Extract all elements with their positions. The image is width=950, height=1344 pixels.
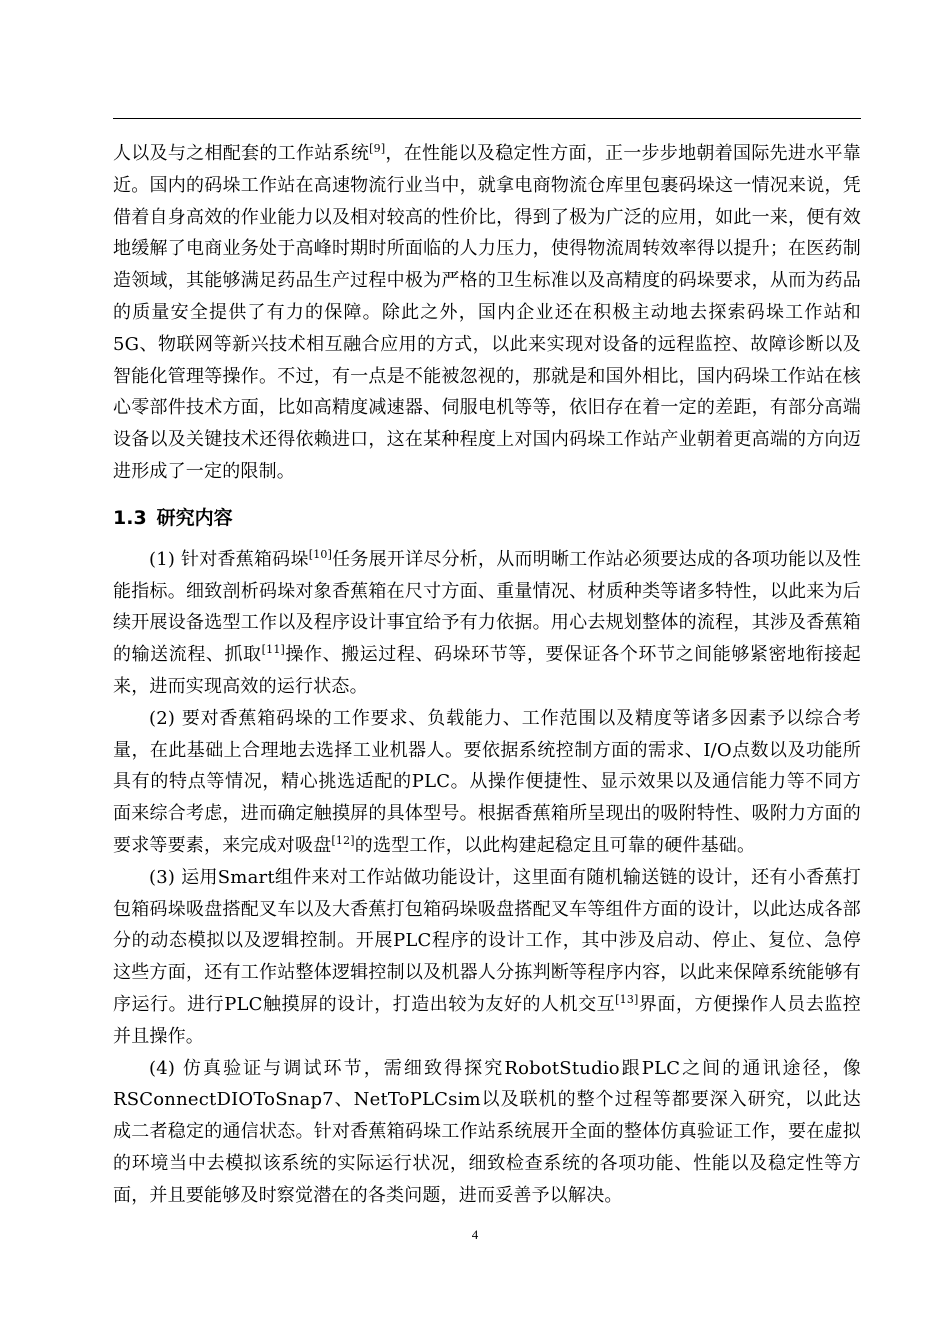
paragraph-item-4 (113, 1053, 861, 1212)
paragraph-item-1 (113, 544, 861, 703)
paragraph-text: (3) 运用Smart组件来对工作站做功能设计，这里面有随机输送链的设计，还有小香蕉打包箱码垛吸盘搭配叉车以及大香蕉打包箱码垛吸盘搭配叉车等组件方面的设计，以此达成各部分的动态模拟以及逻辑控制。开展PLC程序的设计工作，其中涉及启动、停止、复位、急停这些方面，还有工作站整体逻辑控制以及机器人分拣判断等程序内容，以此来保障系统能够有序运行。进行PLC触摸屏的设计，打造出较为友好的人机交互 (113, 866, 861, 1015)
paragraph-text: 界面，方便操作人员去监控并且操作。 (113, 993, 861, 1047)
section-number: 1.3 (113, 506, 147, 529)
paragraph-text: 人以及与之相配套的工作站系统 (113, 143, 370, 164)
citation-ref: [12] (331, 833, 355, 847)
paragraph-item-3 (113, 862, 861, 1053)
paragraph-text: (4) 仿真验证与调试环节，需细致得探究RobotStudio跟PLC之间的通讯途径，像RSConnectDIOToSnap7、NetToPLCsim以及联机的整个过程等都要深入研究，以此达成二者稳定的通信状态。针对香蕉箱码垛工作站系统展开全面的整体仿真验证工作，要在虚拟的环境当中去模拟该系统的实际运行状况，细致检查系统的各项功能、性能以及稳定性等方面，并且要能够及时察觉潜在的各类问题，进而妥善予以解决。 (113, 1057, 861, 1206)
paragraph-domestic-status (113, 138, 861, 488)
paragraph-item-2 (113, 703, 861, 862)
header-rule (113, 118, 861, 119)
paragraph-text: 任务展开详尽分析，从而明晰工作站必须要达成的各项功能以及性能指标。细致剖析码垛对象香蕉箱在尺寸方面、重量情况、材质种类等诸多特性，以此来为后续开展设备选型工作以及程序设计事宜给予有力依据。用心去规划整体的流程，其涉及香蕉箱的输送流程、抓取 (113, 548, 861, 666)
citation-ref: [10] (308, 547, 333, 561)
citation-ref: [13] (615, 992, 639, 1006)
paragraph-text: ，在性能以及稳定性方面，正一步步地朝着国际先进水平靠近。国内的码垛工作站在高速物流行业当中，就拿电商物流仓库里包裹码垛这一情况来说，凭借着自身高效的作业能力以及相对较高的性价比，得到了极为广泛的应用，如此一来，便有效地缓解了电商业务处于高峰时期时所面临的人力压力，使得物流周转效率得以提升；在医药制造领域，其能够满足药品生产过程中极为严格的卫生标准以及高精度的码垛要求，从而为药品的质量安全提供了有力的保障。除此之外，国内企业还在积极主动地去探索码垛工作站和 5G、物联网等新兴技术相互融合应用的方式，以此来实现对设备的远程监控、故障诊断以及智能化管理等操作。不过，有一点是不能被忽视的，那就是和国外相比，国内码垛工作站在核心零部件技术方面，比如高精度减速器、伺服电机等等，依旧存在着一定的差距，有部分高端设备以及关键技术还得依赖进口，这在某种程度上对国内码垛工作站产业朝着更高端的方向迈进形成了一定的限制。 (113, 143, 861, 482)
paragraph-text: 操作、搬运过程、码垛环节等，要保证各个环节之间能够紧密地衔接起来，进而实现高效的运行状态。 (113, 644, 861, 697)
paragraph-text: 的选型工作，以此构建起稳定且可靠的硬件基础。 (354, 834, 756, 856)
page-body (113, 138, 861, 1212)
page-number: 4 (471, 1227, 479, 1242)
citation-ref: [9] (369, 142, 386, 155)
paragraph-text: (1) 针对香蕉箱码垛 (149, 548, 309, 570)
section-title: 研究内容 (156, 506, 233, 529)
paragraph-text: (2) 要对香蕉箱码垛的工作要求、负载能力、工作范围以及精度等诸多因素予以综合考量，在此基础上合理地去选择工业机器人。要依据系统控制方面的需求、I/O点数以及功能所具有的特点等情况，精心挑选适配的PLC。从操作便捷性、显示效果以及通信能力等不同方面来综合考虑，进而确定触摸屏的具体型号。根据香蕉箱所呈现出的吸附特性、吸附力方面的要求等要素，来完成对吸盘 (113, 707, 861, 856)
section-heading (113, 504, 861, 532)
citation-ref: [11] (261, 643, 286, 657)
